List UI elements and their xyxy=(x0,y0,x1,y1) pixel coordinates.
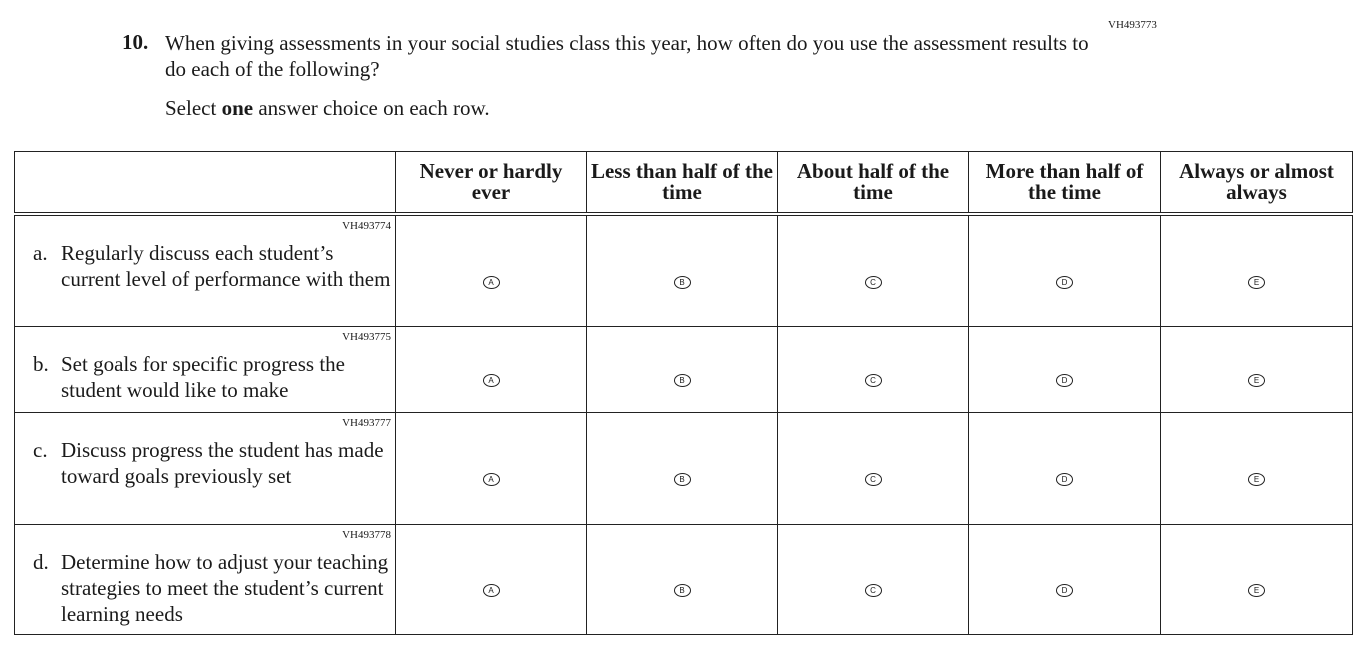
answer-cell xyxy=(396,214,587,326)
answer-bubble-d[interactable]: D xyxy=(1056,584,1073,597)
column-header-label: About half of the time xyxy=(796,159,950,204)
column-header-label: Less than half of the time xyxy=(590,159,774,204)
column-header-label: Never or hardly ever xyxy=(419,159,563,204)
response-grid xyxy=(14,151,1353,635)
item-body xyxy=(15,431,395,493)
column-header xyxy=(1161,152,1353,215)
table-row xyxy=(15,326,1353,412)
item-code: VH493778 xyxy=(342,528,391,541)
answer-bubble-c[interactable]: C xyxy=(865,276,882,289)
item-letter: a. xyxy=(33,241,48,265)
answer-bubble-e[interactable]: E xyxy=(1248,374,1265,387)
item-cell xyxy=(15,326,396,412)
question-code: VH493773 xyxy=(1108,19,1157,31)
answer-cell xyxy=(969,524,1161,634)
item-text: Regularly discuss each student’s current level of performance with them xyxy=(61,241,391,291)
answer-cell xyxy=(778,214,969,326)
answer-bubble-e[interactable]: E xyxy=(1248,473,1265,486)
answer-cell xyxy=(396,326,587,412)
answer-cell xyxy=(587,524,778,634)
answer-bubble-d[interactable]: D xyxy=(1056,276,1073,289)
header-blank xyxy=(15,152,396,215)
instruction xyxy=(165,95,490,121)
item-body xyxy=(15,543,395,631)
answer-bubble-a[interactable]: A xyxy=(483,473,500,486)
answer-cell xyxy=(1161,524,1353,634)
column-header xyxy=(778,152,969,215)
table-row xyxy=(15,524,1353,634)
table-row xyxy=(15,214,1353,326)
answer-cell xyxy=(396,412,587,524)
answer-cell xyxy=(778,524,969,634)
instruction-bold: one xyxy=(221,96,254,120)
answer-cell xyxy=(778,326,969,412)
answer-cell xyxy=(1161,412,1353,524)
answer-bubble-e[interactable]: E xyxy=(1248,584,1265,597)
item-letter: c. xyxy=(33,437,48,462)
item-code: VH493774 xyxy=(342,220,391,232)
question-text: When giving assessments in your social studies class this year, how often do you use the assessment results to do each of the following? xyxy=(165,31,1089,81)
item-text: Determine how to adjust your teaching strategies to meet the student’s current learning needs xyxy=(61,549,389,626)
answer-cell xyxy=(969,326,1161,412)
item-cell xyxy=(15,524,396,634)
question-number: 10. xyxy=(122,30,149,54)
answer-cell xyxy=(1161,214,1353,326)
item-body xyxy=(15,234,395,296)
answer-cell xyxy=(587,326,778,412)
column-header xyxy=(969,152,1161,215)
item-text: Discuss progress the student has made toward goals previously set xyxy=(61,437,384,488)
header-row xyxy=(15,152,1353,215)
answer-bubble-b[interactable]: B xyxy=(674,584,691,597)
answer-cell xyxy=(396,524,587,634)
item-text: Set goals for specific progress the student would like to make xyxy=(61,351,346,402)
column-header xyxy=(587,152,778,215)
answer-bubble-b[interactable]: B xyxy=(674,276,691,289)
item-body xyxy=(15,345,395,407)
answer-bubble-c[interactable]: C xyxy=(865,374,882,387)
answer-bubble-b[interactable]: B xyxy=(674,473,691,486)
answer-cell xyxy=(778,412,969,524)
item-code: VH493775 xyxy=(342,330,391,343)
column-header-label: Always or almost always xyxy=(1179,159,1334,204)
answer-bubble-b[interactable]: B xyxy=(674,374,691,387)
answer-cell xyxy=(1161,326,1353,412)
column-header-label: More than half of the time xyxy=(985,159,1144,204)
item-letter: b. xyxy=(33,351,49,376)
answer-bubble-a[interactable]: A xyxy=(483,584,500,597)
answer-bubble-a[interactable]: A xyxy=(483,374,500,387)
column-header xyxy=(396,152,587,215)
answer-cell xyxy=(969,412,1161,524)
answer-bubble-c[interactable]: C xyxy=(865,473,882,486)
answer-cell xyxy=(969,214,1161,326)
answer-bubble-e[interactable]: E xyxy=(1248,276,1265,289)
table-row xyxy=(15,412,1353,524)
instruction-before: Select xyxy=(165,96,222,120)
answer-bubble-c[interactable]: C xyxy=(865,584,882,597)
instruction-after: answer choice on each row. xyxy=(253,96,490,120)
item-cell xyxy=(15,412,396,524)
item-code: VH493777 xyxy=(342,416,391,429)
answer-bubble-a[interactable]: A xyxy=(483,276,500,289)
answer-bubble-d[interactable]: D xyxy=(1056,473,1073,486)
answer-cell xyxy=(587,412,778,524)
answer-cell xyxy=(587,214,778,326)
item-letter: d. xyxy=(33,549,49,574)
item-cell xyxy=(15,214,396,326)
answer-bubble-d[interactable]: D xyxy=(1056,374,1073,387)
